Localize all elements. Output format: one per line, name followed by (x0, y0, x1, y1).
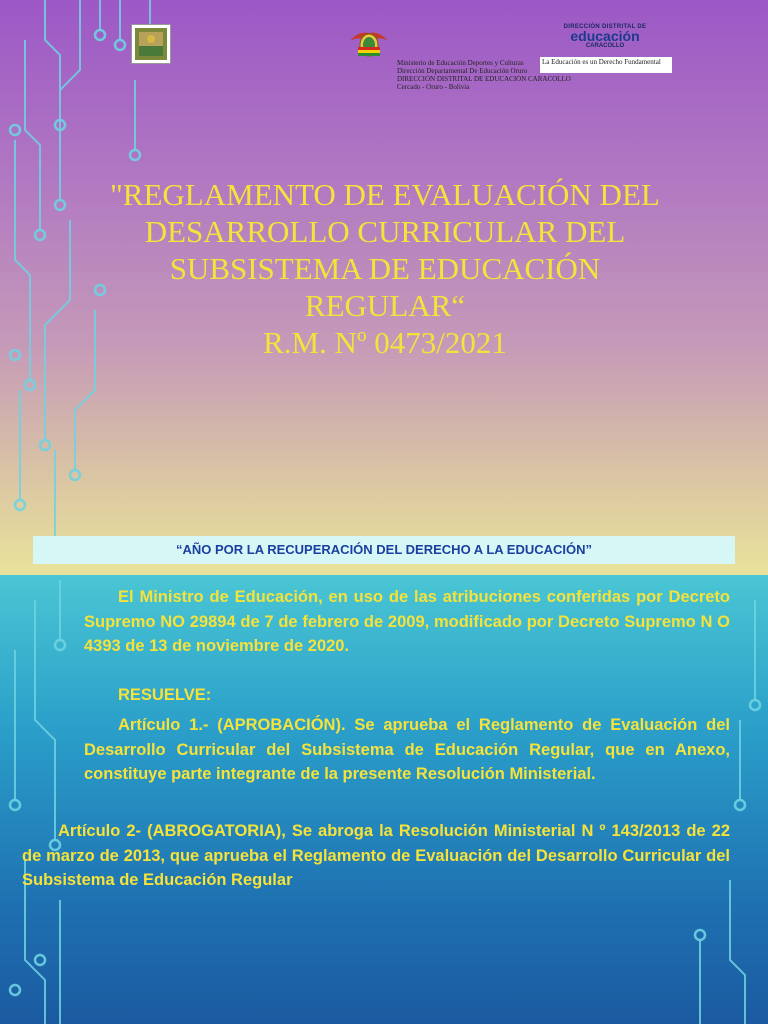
resuelve-heading: RESUELVE: (118, 686, 212, 704)
bolivia-coat-of-arms-logo (348, 27, 390, 59)
institution-line: Cercado - Oruro - Bolivia (397, 83, 470, 91)
municipal-logo (131, 24, 171, 64)
preamble-paragraph: El Ministro de Educación, en uso de las atribuciones conferidas por Decreto Supremo NO 29894 de 7 de febrero de 2009, modificado por Decreto Supremo N O 4393 de 13 de noviembre de 2020. (84, 588, 730, 655)
institution-line: Dirección Departamental De Educación Oruro (397, 67, 528, 75)
year-motto-banner: “AÑO POR LA RECUPERACIÓN DEL DERECHO A LA EDUCACIÓN” (33, 536, 735, 564)
motto-box: La Educación es un Derecho Fundamental (540, 57, 672, 73)
title-line: REGULAR“ (304, 288, 466, 323)
logo-wordmark: educación (570, 28, 640, 44)
logo-caption-bottom: CARACOLLO (585, 43, 625, 49)
institution-line: DIRECCIÓN DISTRITAL DE EDUCACIÓN CARACOLLO (397, 75, 571, 83)
title-line: DESARROLLO CURRICULAR DEL (144, 214, 626, 249)
article-1-paragraph: Artículo 1.- (APROBACIÓN). Se aprueba el Reglamento de Evaluación del Desarrollo Curricular del Subsistema de Educación Regular, que en Anexo, constituye parte integrante de la presente Resolución Ministerial. (84, 716, 730, 783)
title-line: "REGLAMENTO DE EVALUACIÓN DEL (110, 177, 660, 212)
article-2-paragraph: Artículo 2- (ABROGATORIA), Se abroga la Resolución Ministerial N º 143/2013 de 22 de marzo de 2013, que aprueba el Reglamento de Evaluación del Desarrollo Curricular del Subsistema de Educación Regular (22, 822, 730, 889)
institution-line: Ministerio de Educación Deportes y Culturas (397, 59, 524, 67)
page-title (60, 176, 710, 361)
district-education-logo (555, 24, 655, 54)
title-line: SUBSISTEMA DE EDUCACIÓN (169, 251, 601, 286)
logo-caption-top: DIRECCIÓN DISTRITAL DE (563, 24, 647, 30)
title-line: R.M. Nº 0473/2021 (263, 325, 507, 360)
